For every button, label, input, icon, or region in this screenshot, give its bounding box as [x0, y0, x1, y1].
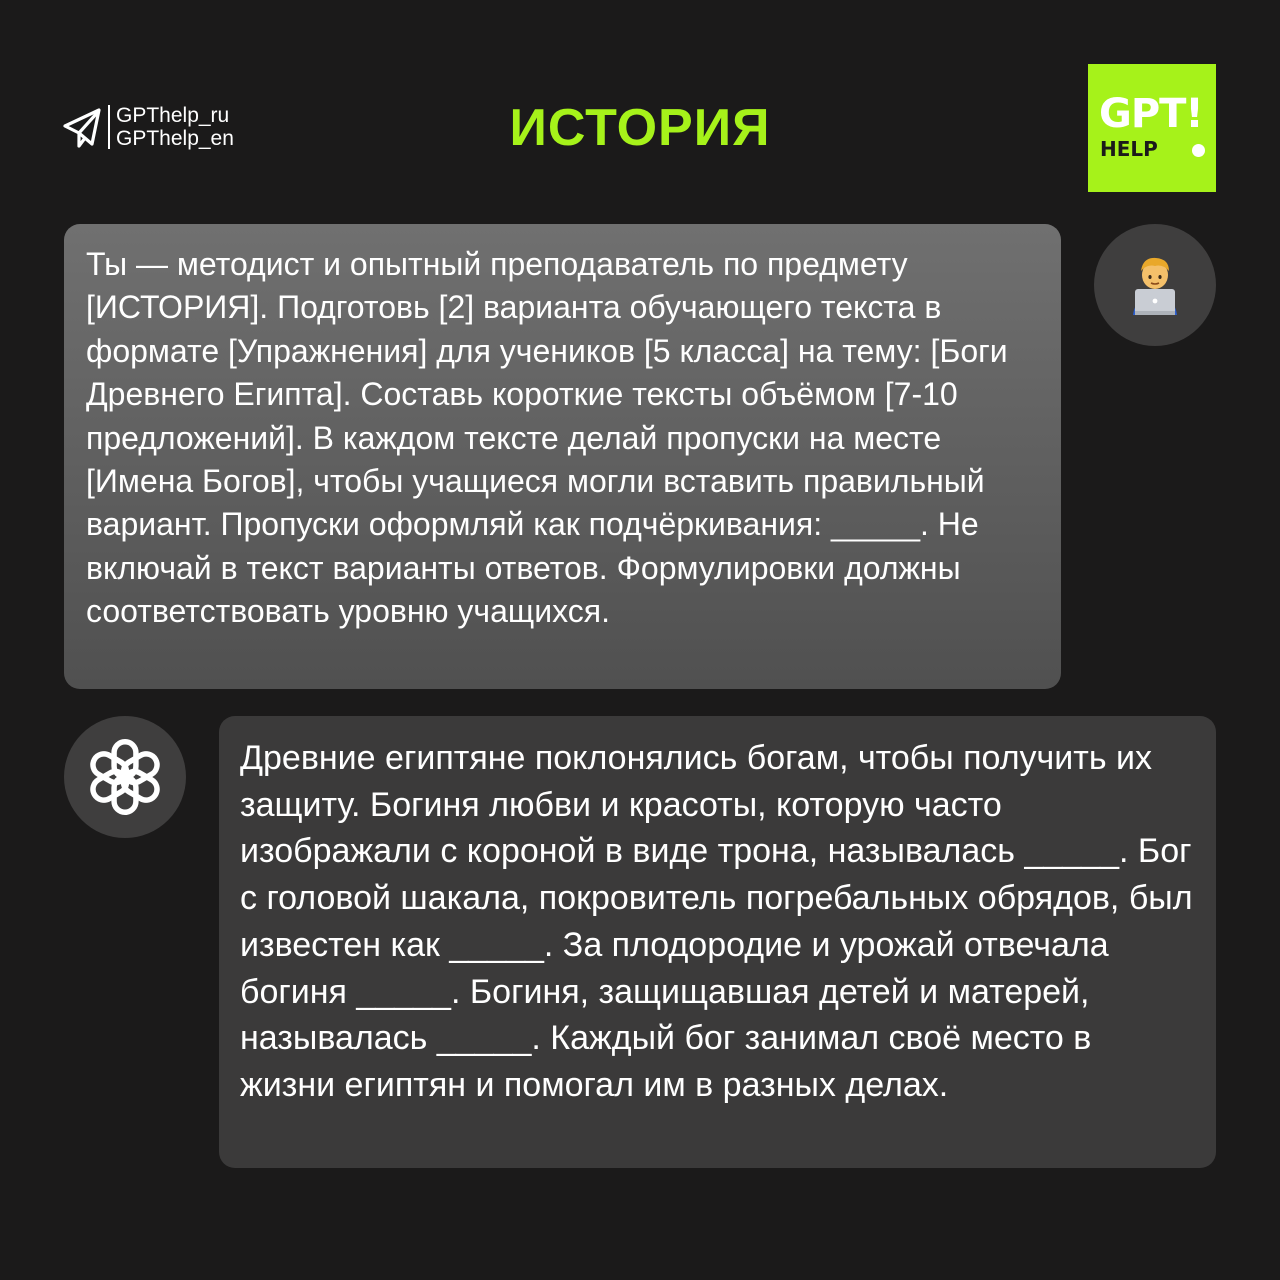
- channel-en[interactable]: GPThelp_en: [116, 127, 234, 150]
- gpt-help-logo: [1088, 64, 1216, 192]
- man-technologist-icon: [1123, 253, 1187, 317]
- channel-ru[interactable]: GPThelp_ru: [116, 104, 230, 127]
- logo-line2: HELP: [1100, 137, 1158, 161]
- logo-line1: GPT!: [1099, 91, 1203, 137]
- logo-dot: [1192, 144, 1205, 157]
- openai-logo-icon: [83, 735, 167, 819]
- user-avatar: [1094, 224, 1216, 346]
- user-prompt-bubble: Ты — методист и опытный преподаватель по предмету [ИСТОРИЯ]. Подготовь [2] варианта обучающего текста в формате [Упражнения] для учеников [5 класса] на тему: [Боги Древнего Египта]. Составь короткие тексты объёмом [7-10 предложений]. В каждом тексте делай пропуски на месте [Имена Богов], чтобы учащиеся могли вставить правильный вариант. Пропуски оформляй как подчёркивания: _____. Не включай в текст варианты ответов. Формулировки должны соответствовать уровню учащихся.: [64, 224, 1061, 689]
- chatgpt-avatar: [64, 716, 186, 838]
- page-title: ИСТОРИЯ: [509, 99, 771, 157]
- bot-response-bubble: Древние египтяне поклонялись богам, чтобы получить их защиту. Богиня любви и красоты, которую часто изображали с короной в виде трона, называлась _____. Бог с головой шакала, покровитель погребальных обрядов, был известен как _____. За плодородие и урожай отвечала богиня _____. Богиня, защищавшая детей и матерей, называлась _____. Каждый бог занимал своё место в жизни египтян и помогал им в разных делах.: [219, 716, 1216, 1168]
